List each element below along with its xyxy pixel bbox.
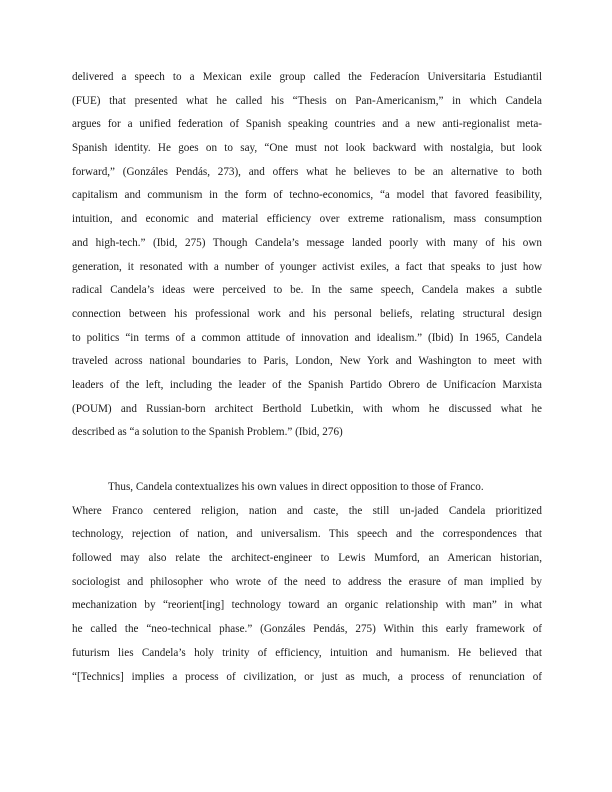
paragraph-last-line: described as “a solution to the Spanish Problem.” (Ibid, 276) — [72, 426, 343, 439]
paragraph-line: traveled across national boundaries to Paris, London, New York and Washington to meet with — [72, 355, 542, 368]
paragraph-line: radical Candela’s ideas were perceived to be. In the same speech, Candela makes a subtle — [72, 284, 542, 297]
paragraph-line: Where Franco centered religion, nation and caste, the still un-jaded Candela prioritized — [72, 504, 542, 517]
paragraph-line: (FUE) that presented what he called his “Thesis on Pan-Americanism,” in which Candela — [72, 94, 542, 107]
paragraph-line: futurism lies Candela’s holy trinity of efficiency, intuition and humanism. He believed that — [72, 646, 542, 659]
paragraph-line: “[Technics] implies a process of civilization, or just as much, a process of renunciation of — [72, 670, 542, 683]
paragraph-line: Spanish identity. He goes on to say, “One must not look backward with nostalgia, but look — [72, 142, 542, 155]
paragraph-line: he called the “neo-technical phase.” (Gonzáles Pendás, 275) Within this early framework of — [72, 623, 542, 636]
paragraph-line: capitalism and communism in the form of techno-economics, “a model that favored feasibility, — [72, 189, 542, 202]
paragraph-line: to politics “in terms of a common attitude of innovation and idealism.” (Ibid) In 1965, Candela — [72, 331, 542, 344]
paragraph-line: intuition, and economic and material efficiency over extreme rationalism, mass consumption — [72, 213, 542, 226]
paragraph-line: leaders of the left, including the leader of the Spanish Partido Obrero de Unificacíon Marxista — [72, 378, 542, 391]
paragraph-line: argues for a unified federation of Spanish speaking countries and a new anti-regionalist meta- — [72, 118, 542, 131]
paragraph-first-line: Thus, Candela contextualizes his own values in direct opposition to those of Franco. — [108, 481, 484, 493]
paragraph-line: followed may also relate the architect-engineer to Lewis Mumford, an American historian, — [72, 552, 542, 565]
paragraph-line: connection between his professional work and his personal beliefs, relating structural design — [72, 307, 542, 320]
paragraph-line: forward,” (Gonzáles Pendás, 273), and offers what he believes to be an alternative to both — [72, 165, 542, 178]
paragraph-2 — [72, 476, 542, 689]
paragraph-line: mechanization by “reorient[ing] technology toward an organic relationship with man” in what — [72, 599, 542, 612]
paragraph-line: (POUM) and Russian-born architect Berthold Lubetkin, with whom he discussed what he — [72, 402, 542, 415]
paragraph-1 — [72, 66, 542, 445]
paragraph-line: sociologist and philosopher who wrote of the need to address the erasure of man implied by — [72, 575, 542, 588]
paragraph-line: generation, it resonated with a number of younger activist exiles, a fact that speaks to just how — [72, 260, 542, 273]
paragraph-line: technology, rejection of nation, and universalism. This speech and the correspondences that — [72, 528, 542, 541]
paragraph-line: and high-tech.” (Ibid, 275) Though Candela’s message landed poorly with many of his own — [72, 236, 542, 249]
paragraph-line: delivered a speech to a Mexican exile group called the Federacíon Universitaria Estudiantil — [72, 71, 542, 83]
